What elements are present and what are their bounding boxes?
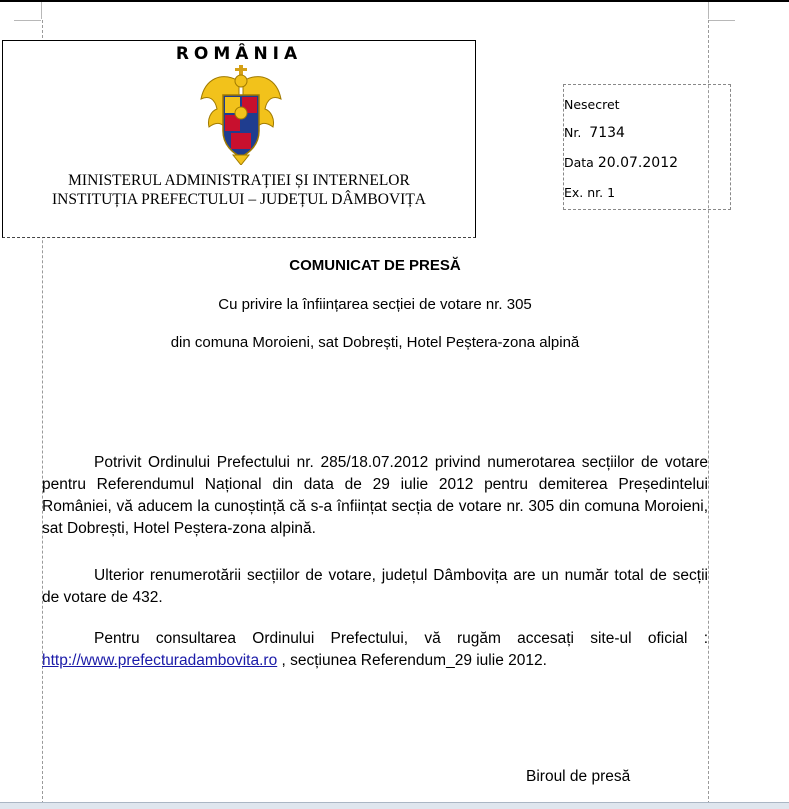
copy-number: Ex. nr. 1 bbox=[564, 185, 616, 200]
ministry-name bbox=[3, 171, 475, 209]
crop-mark-left bbox=[41, 2, 42, 19]
country-heading: ROMÂNIA bbox=[175, 44, 303, 64]
paragraph-1 bbox=[42, 452, 708, 540]
number-label: Nr. bbox=[564, 125, 582, 140]
document-subtitle-1: Cu privire la înființarea secției de votare nr. 305 bbox=[218, 296, 532, 313]
prefecture-website-link[interactable]: http://www.prefecturadambovita.ro bbox=[42, 652, 278, 669]
document-title: COMUNICAT DE PRESĂ bbox=[289, 257, 461, 274]
registration-date bbox=[564, 155, 678, 171]
paragraph-3 bbox=[42, 628, 708, 672]
paragraph-3-end: , secțiunea Referendum_29 iulie 2012. bbox=[277, 652, 547, 669]
page-top-border bbox=[0, 0, 789, 2]
date-label: Data bbox=[564, 155, 594, 170]
signature: Biroul de presă bbox=[526, 768, 631, 785]
crop-mark-right bbox=[708, 2, 709, 19]
paragraph-1-text: Potrivit Ordinului Prefectului nr. 285/18.07.2012 privind numerotarea secțiilor de votare pentru Referendumul Național din data de 29 iulie 2012 pentru demiterea Președintelui României, vă aducem la cunoștință că s-a înființat secția de votare nr. 305 din comuna Moroieni, sat Dobrești, Hotel Peștera-zona alpină. bbox=[42, 454, 708, 537]
date-value: 20.07.2012 bbox=[597, 155, 679, 171]
paragraph-3-start: Pentru consultarea Ordinului Prefectului, vă rugăm accesați site-ul oficial : bbox=[94, 630, 708, 647]
paragraph-2-text: Ulterior renumerotării secțiilor de votare, județul Dâmbovița are un număr total de secții de votare de 432. bbox=[42, 567, 708, 606]
crop-mark-right-h bbox=[709, 20, 735, 21]
crop-mark-left-h bbox=[14, 20, 41, 21]
ministry-line-2: INSTITUȚIA PREFECTULUI – JUDEȚUL DÂMBOVIȚA bbox=[52, 191, 426, 208]
document-subtitle-2: din comuna Moroieni, sat Dobrești, Hotel Peștera-zona alpină bbox=[170, 334, 580, 351]
registration-box bbox=[563, 84, 731, 210]
page-bottom-edge bbox=[0, 802, 789, 809]
coat-of-arms-icon bbox=[199, 65, 283, 165]
letterhead-box bbox=[2, 40, 476, 238]
registration-number bbox=[564, 125, 625, 141]
ministry-line-1: MINISTERUL ADMINISTRAȚIEI ȘI INTERNELOR bbox=[68, 172, 410, 189]
classification: Nesecret bbox=[564, 97, 620, 112]
paragraph-2 bbox=[42, 565, 708, 609]
number-value: 7134 bbox=[589, 125, 625, 141]
